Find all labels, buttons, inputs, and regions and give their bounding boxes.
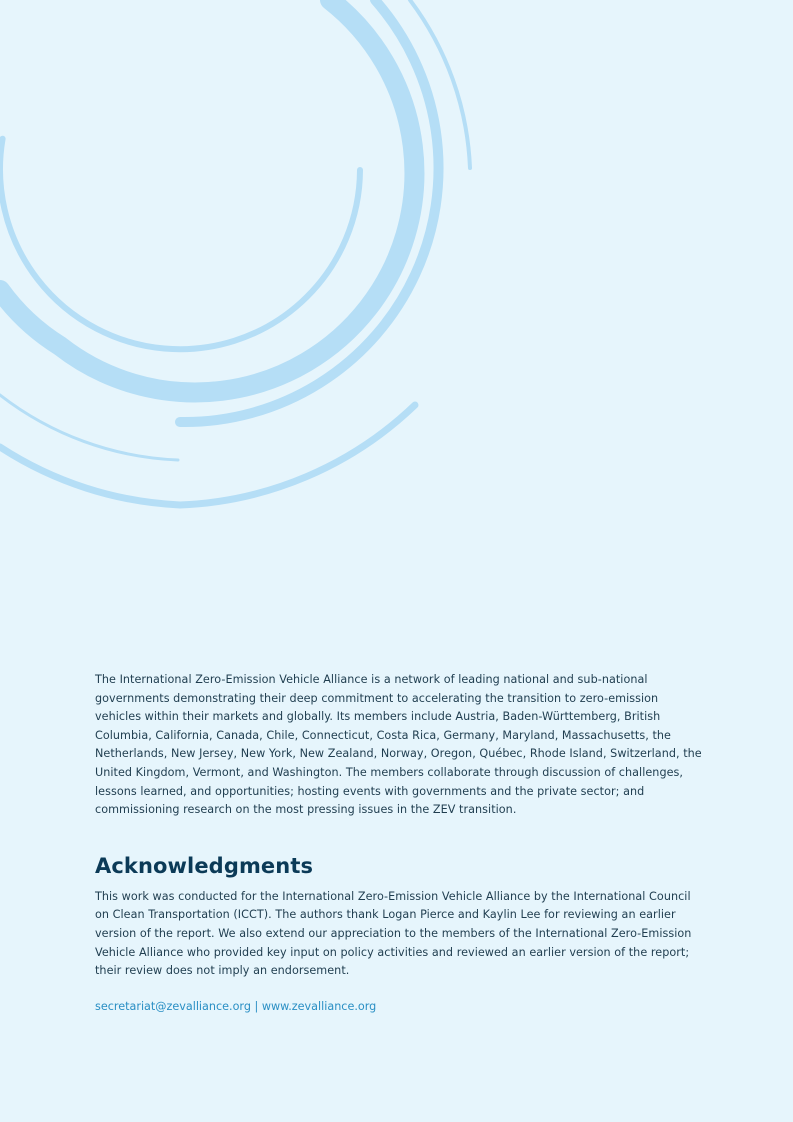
website-link[interactable]: www.zevalliance.org: [261, 999, 377, 1013]
alliance-description: The International Zero-Emission Vehicle Alliance is a network of leading national and sub-national governments demonstrating their deep commitment to accelerating the transition to zero-emission vehicles within their markets and globally. Its members include Austria, Baden-Württemberg, British Columbia, California, Canada, Chile, Connecticut, Costa Rica, Germany, Maryland, Massachusetts, the Netherlands, New Jersey, New York, New Zealand, Norway, Oregon, Québec, Rhode Island, Switzerland, the United Kingdom, Vermont, and Washington. The members collaborate through discussion of challenges, lessons learned, and opportunities; hosting events with governments and the private sector; and commissioning research on the most pressing issues in the ZEV transition.: [95, 673, 702, 817]
arc-second: [0, 0, 414, 392]
acknowledgments-heading: Acknowledgments: [95, 853, 314, 878]
email-link[interactable]: secretariat@zevalliance.org: [95, 999, 251, 1013]
decorative-circles-graphic: [0, 0, 793, 560]
contact-separator: |: [254, 999, 259, 1013]
page-content: [95, 671, 707, 1016]
arc-lower-left: [0, 395, 178, 460]
contact-line: [95, 998, 707, 1016]
arc-inner: [0, 139, 360, 349]
acknowledgments-text: This work was conducted for the International Zero-Emission Vehicle Alliance by the International Council on Clean Transportation (ICCT). The authors thank Logan Pierce and Kaylin Lee for reviewing an earlier version of the report. We also extend our appreciation to the members of the International Zero-Emission Vehicle Alliance who provided key input on policy activities and reviewed an earlier version of the report; their review does not imply an endorsement.: [95, 889, 692, 978]
